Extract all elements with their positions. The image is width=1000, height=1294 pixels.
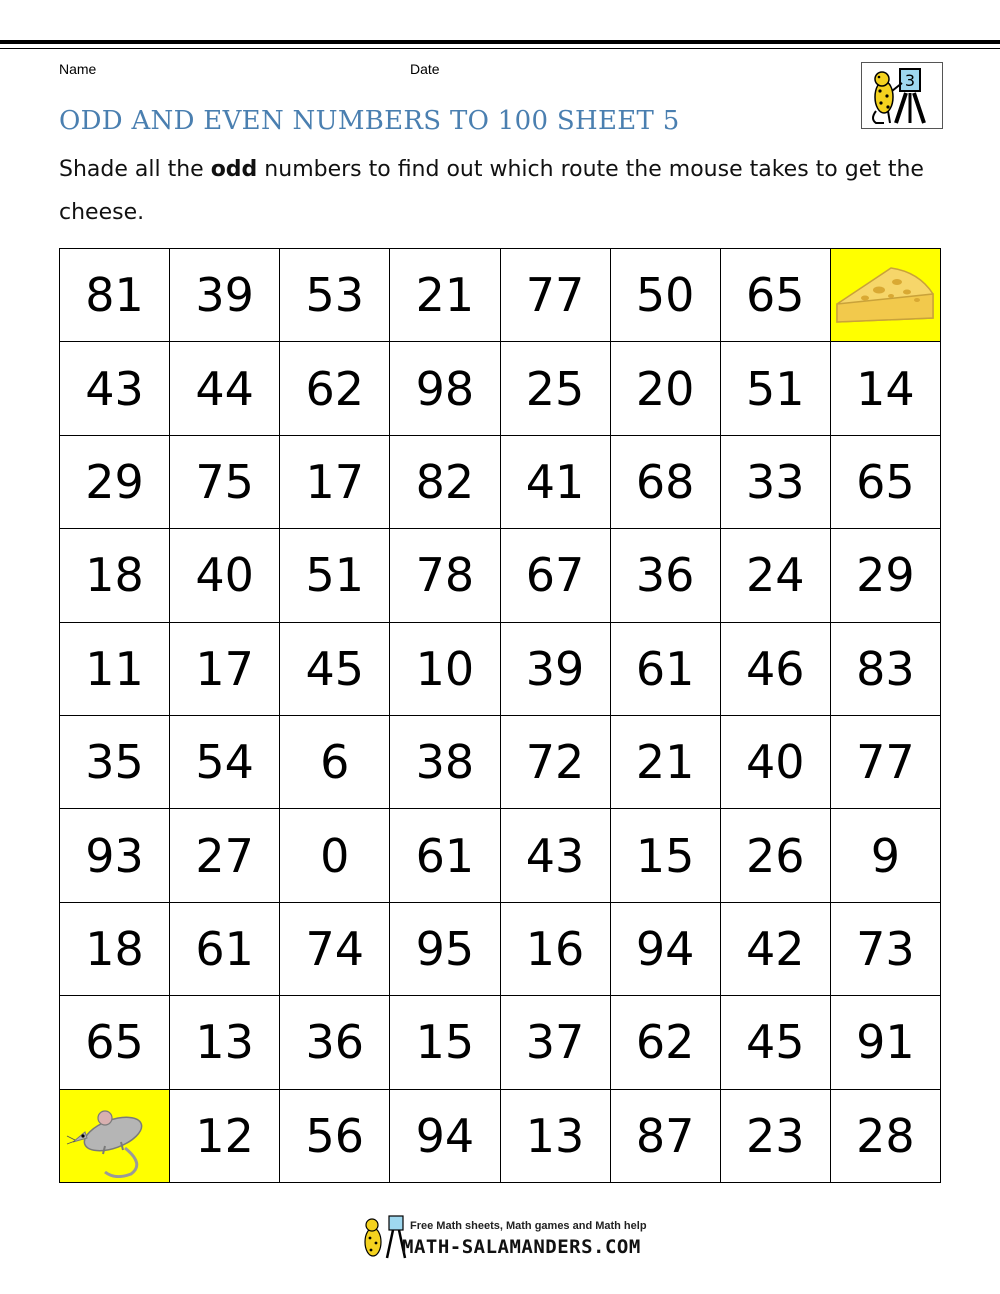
- footer-tagline: Free Math sheets, Math games and Math help: [410, 1220, 647, 1232]
- number-cell[interactable]: 74: [280, 903, 390, 996]
- number-cell[interactable]: 65: [60, 996, 170, 1089]
- number-cell[interactable]: 46: [721, 623, 831, 716]
- number-cell[interactable]: 43: [60, 342, 170, 435]
- number-cell[interactable]: 11: [60, 623, 170, 716]
- number-cell[interactable]: 91: [831, 996, 941, 1089]
- number-cell[interactable]: 21: [611, 716, 721, 809]
- grade-badge: 3: [904, 71, 916, 90]
- number-cell[interactable]: 98: [390, 342, 500, 435]
- number-cell[interactable]: 18: [60, 529, 170, 622]
- name-label: Name: [59, 61, 97, 77]
- number-cell[interactable]: 36: [280, 996, 390, 1089]
- header-rule-thin: [0, 48, 1000, 49]
- date-label: Date: [410, 61, 440, 77]
- number-cell[interactable]: 56: [280, 1090, 390, 1183]
- number-cell[interactable]: 78: [390, 529, 500, 622]
- page-title: ODD AND EVEN NUMBERS TO 100 SHEET 5: [59, 106, 680, 136]
- number-cell[interactable]: 68: [611, 436, 721, 529]
- header-rule-thick: [0, 40, 1000, 44]
- number-cell[interactable]: 54: [170, 716, 280, 809]
- number-cell[interactable]: 15: [611, 809, 721, 902]
- number-cell[interactable]: 61: [611, 623, 721, 716]
- number-cell[interactable]: 27: [170, 809, 280, 902]
- number-cell[interactable]: 51: [280, 529, 390, 622]
- instructions: [59, 148, 939, 234]
- number-cell[interactable]: 40: [721, 716, 831, 809]
- mouse-cell[interactable]: [60, 1090, 170, 1183]
- number-cell[interactable]: 12: [170, 1090, 280, 1183]
- number-cell[interactable]: 53: [280, 249, 390, 342]
- number-cell[interactable]: 29: [831, 529, 941, 622]
- number-cell[interactable]: 42: [721, 903, 831, 996]
- number-cell[interactable]: 14: [831, 342, 941, 435]
- number-cell[interactable]: 24: [721, 529, 831, 622]
- number-cell[interactable]: 61: [170, 903, 280, 996]
- number-cell[interactable]: 50: [611, 249, 721, 342]
- number-cell[interactable]: 16: [501, 903, 611, 996]
- number-cell[interactable]: 17: [170, 623, 280, 716]
- number-cell[interactable]: 65: [831, 436, 941, 529]
- number-cell[interactable]: 72: [501, 716, 611, 809]
- number-cell[interactable]: 33: [721, 436, 831, 529]
- number-cell[interactable]: 35: [60, 716, 170, 809]
- number-cell[interactable]: 25: [501, 342, 611, 435]
- number-cell[interactable]: 41: [501, 436, 611, 529]
- number-cell[interactable]: 94: [611, 903, 721, 996]
- number-cell[interactable]: 73: [831, 903, 941, 996]
- instructions-text-end: numbers to find out which route the mouse takes to get the cheese.: [59, 157, 924, 225]
- number-cell[interactable]: 9: [831, 809, 941, 902]
- instructions-text: Shade all the: [59, 157, 211, 182]
- number-cell[interactable]: 45: [721, 996, 831, 1089]
- number-cell[interactable]: 17: [280, 436, 390, 529]
- number-cell[interactable]: 62: [280, 342, 390, 435]
- number-cell[interactable]: 29: [60, 436, 170, 529]
- number-cell[interactable]: 81: [60, 249, 170, 342]
- number-cell[interactable]: 51: [721, 342, 831, 435]
- number-cell[interactable]: 39: [170, 249, 280, 342]
- number-maze-grid: [59, 248, 941, 1183]
- number-cell[interactable]: 23: [721, 1090, 831, 1183]
- number-cell[interactable]: 82: [390, 436, 500, 529]
- number-cell[interactable]: 38: [390, 716, 500, 809]
- number-cell[interactable]: 10: [390, 623, 500, 716]
- number-cell[interactable]: 77: [501, 249, 611, 342]
- number-cell[interactable]: 20: [611, 342, 721, 435]
- number-cell[interactable]: 67: [501, 529, 611, 622]
- number-cell[interactable]: 21: [390, 249, 500, 342]
- number-cell[interactable]: 18: [60, 903, 170, 996]
- number-cell[interactable]: 26: [721, 809, 831, 902]
- number-cell[interactable]: 0: [280, 809, 390, 902]
- number-cell[interactable]: 93: [60, 809, 170, 902]
- number-cell[interactable]: 15: [390, 996, 500, 1089]
- number-cell[interactable]: 40: [170, 529, 280, 622]
- number-cell[interactable]: 95: [390, 903, 500, 996]
- number-cell[interactable]: 39: [501, 623, 611, 716]
- number-cell[interactable]: 37: [501, 996, 611, 1089]
- number-cell[interactable]: 13: [501, 1090, 611, 1183]
- number-cell[interactable]: 6: [280, 716, 390, 809]
- number-cell[interactable]: 36: [611, 529, 721, 622]
- salamander-logo: [861, 62, 943, 129]
- number-cell[interactable]: 87: [611, 1090, 721, 1183]
- number-cell[interactable]: 61: [390, 809, 500, 902]
- footer-site-name: MATH-SALAMANDERS.COM: [402, 1236, 641, 1258]
- number-cell[interactable]: 83: [831, 623, 941, 716]
- number-cell[interactable]: 77: [831, 716, 941, 809]
- number-cell[interactable]: 43: [501, 809, 611, 902]
- number-cell[interactable]: 75: [170, 436, 280, 529]
- number-cell[interactable]: 62: [611, 996, 721, 1089]
- mouse-icon: [65, 1094, 165, 1178]
- instructions-emphasis: odd: [210, 157, 258, 182]
- number-cell[interactable]: 28: [831, 1090, 941, 1183]
- number-cell[interactable]: 13: [170, 996, 280, 1089]
- number-cell[interactable]: 65: [721, 249, 831, 342]
- salamander-icon: [862, 63, 942, 128]
- number-cell[interactable]: 94: [390, 1090, 500, 1183]
- number-cell[interactable]: 44: [170, 342, 280, 435]
- number-cell[interactable]: 45: [280, 623, 390, 716]
- cheese-cell[interactable]: [831, 249, 941, 342]
- cheese-icon: [833, 260, 937, 330]
